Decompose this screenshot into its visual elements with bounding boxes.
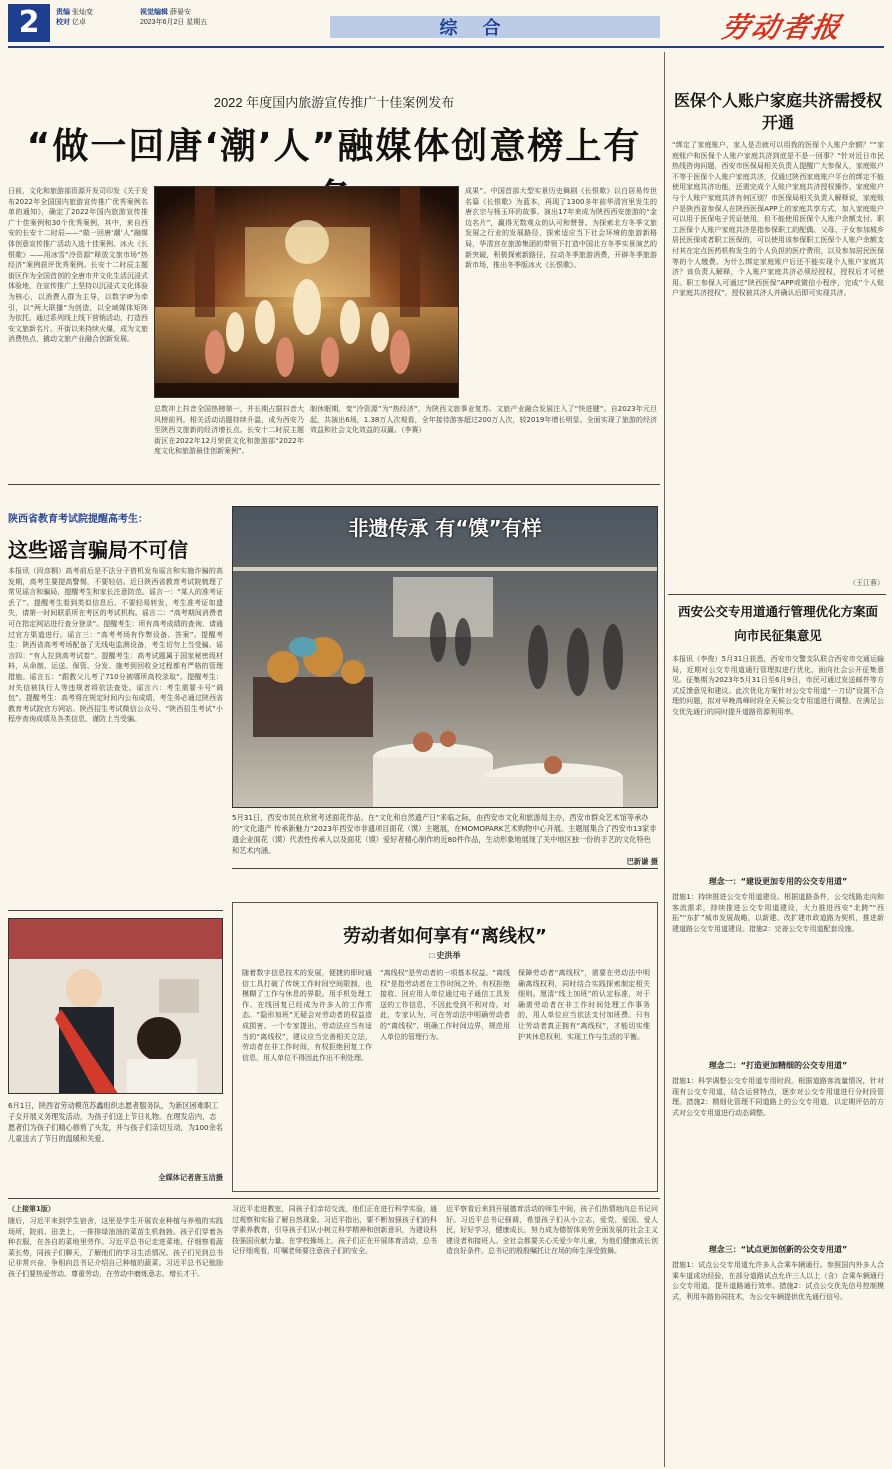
newspaper-logo: 劳动者报	[718, 11, 845, 44]
op-ed-col3: 保障劳动者“离线权”，需要在劳动法中明确离线权利，同时结合实践探索制定相关细则。厘清“线上加班”的认定标准，对于确需劳动者在非工作时间处理工作事务的，用人单位应当依法支付加班费。只有让劳动者真正拥有“离线权”，才能切实维护其休息权利，实现工作与生活的平衡。	[518, 969, 650, 1041]
bus-lane-lead: 本报讯（李俊）5月31日获悉，西安市交警支队联合西安市交通运输局，近期对公交专用道通行管理拟进行优化，面向社会公开征集意见。征集期为2023年5月31日至6月9日，市民可通过发送邮件等方式反馈意见和建议。此次优化方案针对公交专用道“一刀切”设置不合理的问题，拟对早晚高峰时段全天候公交专用道进行调整，在满足公交优先通行的同时提升道路资源利用率。	[672, 655, 884, 716]
heritage-photo	[232, 506, 658, 808]
vision-name: 薛晏安	[169, 9, 191, 16]
section-title: 综 合	[439, 18, 511, 38]
stage-performance-illustration	[155, 187, 459, 398]
lead-headline: “做一回唐‘潮’人”融媒体创意榜上有	[26, 126, 642, 167]
right-top-rule	[668, 594, 886, 595]
bottom-col1: 随后，习近平来到学生宿舍，这里是学生开展农业种植与养殖的实践场所，院前、田垄上，一排排绿油油的菜苗生机勃勃。孩子们穿着各种衣服，在各自的菜地里劳作。习近平总书记走进菜地，仔细察看蔬菜长势，同孩子们聊天，了解他们的学习生活情况。孩子们见到总书记非常兴奋，争相向总书记介绍自己种植的蔬菜。习近平总书记勉励孩子们要热爱劳动、尊重劳动，在劳动中磨炼意志、增长才干。	[8, 1217, 223, 1278]
editor-name: 张灿变	[71, 9, 93, 16]
haircut-photo	[8, 918, 223, 1094]
bus-lane-title: 西安公交专用道通行管理优化方案面向市民征集意见	[677, 604, 878, 643]
medical-insurance-signature: （王江蓉）	[849, 579, 884, 587]
lead-col1: 日前，文化和旅游部资源开发司印发《关于发布2022年全国国内旅游宣传推广优秀案例名单的通知》，确定了2022年国内旅游宣传推广十佳案例和30个优秀案例，其中，来自西安的长安十二时辰——“做一回唐‘潮’人”融媒体创意宣传推广活动入选十佳案例、冰火《长恨歌》——用冰雪“冷资源”释放文旅市场“热经济”案例获评优秀案例。长安十二时辰主题街区作为全国首创的全唐市井文化生活沉浸式体验地，在宣传推广上坚持以沉浸式文化体验为核心，以消费人群为主导，以数字IP为牵引，以“两大联播”为创造，以全域媒体矩阵为依托，通过系列线上线下营销活动，打造西安文旅新名片。开街以来持续火爆，成为文旅消费热点，撬动文旅产业融合创新发展。	[8, 187, 148, 344]
bottom-col3: 近平察看后来到开展德育活动的师生中间，孩子们热情地向总书记问好。习近平总书记强调，希望孩子们从小立志，爱党、爱国、爱人民，好好学习，健康成长，努力成为德智体美劳全面发展的社会主义建设者和接班人。全社会都要关心关爱少年儿童，为他们健康成长创造良好条件。总书记的殷殷嘱托让在场的师生深受鼓舞。	[446, 1205, 658, 1256]
bus-point3-head: 理念三：“试点更加创新的公交专用道”	[708, 1245, 848, 1254]
masthead-rule	[8, 46, 884, 48]
heritage-overlay-title: 非遗传承 有“馍”有样	[348, 516, 542, 540]
lead-photo	[154, 186, 459, 398]
rumor-body: 本报讯（段彦桐）高考前后是不法分子借机发布谣言和实施诈骗的高发期，高考生要提高警惕，不要轻信。近日陕西省教育考试院梳理了常见谣言和骗局，提醒考生和家长注意防范。谣言一：“某人的准考证丢了”。提醒考生看到类似信息后，不要轻易转发，考生准考证如遗失，请第一时间联系所在考区的考试机构。谣言二：“高考期间消费者可在指定网站进行查分登录”。提醒考生：所有高考成绩的查询，请通过官方渠道进行。谣言三：“高考考场有作弊设备、答案”。提醒考生：陕西省高考考场配备了无线电监测设备，考生切勿上当受骗。谣言四：“有人拉到高考试卷”。提醒考生：高考试题属于国家秘密级材料，从命制、运送、保管、分发、施考到回收全过程都有严格的管理措施。谣言五：“跟教父儿考了710分被哪所高校录取”。提醒考生：对失信被执行人等违规者将依法查处。谣言六：考生需要卡号“调包”。提醒考生：高考将在规定时间内公布成绩，考生务必通过陕西省教育考试院官方网站、陕西招生考试微信公众号、“陕西招生考试”小程序查询成绩及各类信息，谨防上当受骗。	[8, 567, 223, 724]
vision-label: 视觉编辑	[140, 9, 168, 16]
op-ed-title: 劳动者如何享有“离线权”	[343, 926, 547, 947]
bus-point2-head: 理念二：“打造更加精细的公交专用道”	[708, 1061, 848, 1070]
op-ed-author: □ 史洪举	[429, 951, 461, 960]
editor-label: 责编	[56, 9, 70, 16]
heritage-bottom-rule	[232, 868, 658, 869]
bottom-story-rule	[8, 1198, 660, 1199]
issue-date: 2023年6月2日 星期五	[140, 19, 208, 26]
vision-credits	[140, 8, 320, 28]
exhibition-hall-illustration	[233, 507, 658, 808]
proof-label: 校对	[56, 19, 70, 26]
heritage-photo-credit: 巴新谦 摄	[626, 857, 658, 866]
jump-note: （上接第1版）	[8, 1205, 55, 1213]
op-ed-col1: 随着数字信息技术的发展，便捷的即时通信工具打破了传统工作时间空间限制，也模糊了工作与休息的界限。用手机处理工作、在线回复已经成为许多人的工作常态。“隐形加班”无疑会对劳动者的权益造成损害。一个专家提出，劳动法应当有适当的“离线权”，建议应当完善相关立法，劳动者在非工作时间，有权拒绝回复工作信息，用人单位不得因此作出不利处理。	[242, 969, 372, 1062]
op-ed-col2: “离线权”是劳动者的一项基本权益。“离线权”是指劳动者在工作时间之外，有权拒绝接收、回应用人单位通过电子通信工具发送的工作信息，不因此受到不利对待。对此，专家认为，可在劳动法中明确劳动者的“离线权”，明确工作时间边界，规范用人单位的管理行为。	[380, 969, 510, 1041]
haircut-credit: 全媒体记者唐玉洁摄	[158, 1173, 223, 1182]
rumor-title: 这些谣言骗局不可信	[8, 538, 188, 562]
lead-col2-top: 成果”。中国首部大型实景历史舞剧《长恨歌》以白居易传世名篇《长恨歌》为蓝本，再现了1300多年前华清宫里发生的唐玄宗与杨玉环的故事。演出17年来成为陕西西安旅游的“金边名片”，赢得无数观众的认可和赞誉。为探索北方冬季文旅发展之行业的发展路径，探索适应当下社会环境的旅游新格局，华清宫在旅游集团的带领下打造中国北方冬季实景演艺的新突破，积极探索新路径，拉动冬季旅游消费，开辟冬季旅游新市场，推出冬季版冰火《长恨歌》。	[465, 187, 657, 270]
lead-col1-bottom: 总数冲上抖音全国热榜第一，并长期占据抖音大风榜前列。相关活动话题持续升温，成为西安乃至陕西文旅新的经济增长点。长安十二时辰主题街区在2022年12月荣获文化和旅游部“2022年度文化和旅游最佳创新案例”。	[154, 405, 304, 456]
bus-point3-body: 措施1：试点公交专用道允许多人合乘车辆通行。参照国内外多人合乘车道成功经验，在部分道路试点允许三人以上（含）合乘车辆通行公交专用道，提升道路通行效率。措施2：试点公交优先信号控制模式，利用车路协同技术，为公交车辆提供优先通行信号。	[672, 1261, 884, 1301]
bus-point2-body: 措施1：科学调整公交专用道专用时段。根据道路客流量情况，针对现有公交专用道，结合运营特点，逐步对公交专用道进行分时段管理。措施2：精细化管理不同道路上的公交专用道，以定期评估的方式对公交专用道进行动态调整。	[672, 1077, 884, 1117]
medical-insurance-title: 医保个人账户家庭共济需授权开通	[673, 91, 882, 132]
haircut-caption: 6月1日，陕西省劳动模范苏鑫组织志愿者服务队，为新区困难职工子女开展义务理发活动，为孩子们送上节日礼物。在理发店内，志愿者们为孩子们精心修剪了头发，并与孩子们亲切互动，为100余名儿童送去了节日的温暖和关爱。	[8, 1101, 223, 1143]
bus-point1-head: 理念一：“建设更加专用的公交专用道”	[708, 877, 848, 886]
bottom-col2: 习近平走进教室，同孩子们亲切交流，他们正在进行科学实验，通过观察和实验了解自然现象。习近平指出，要不断加强孩子们的科学素养教育，引导孩子们从小树立科学精神和创新意识，为建设科技强国贡献力量。在学校操场上，孩子们正在开展体育活动，总书记仔细观看，叮嘱老师要注意孩子们的安全。	[232, 1205, 437, 1256]
page-number: 2	[8, 4, 50, 42]
rumor-bottom-rule	[8, 910, 223, 911]
proof-name: 亿卓	[71, 19, 86, 26]
volunteer-haircut-illustration	[9, 919, 223, 1094]
medical-insurance-body: “绑定了家庭账户，家人是否就可以用我的医保个人账户余额？”“家庭账户和医保个人账户家庭共济到底是不是一回事？”针对近日市民热线咨询问题，西安市医保局相关负责人提醒广大参保人，家庭账户不等于医保个人账户家庭共济，仅通过陕西家庭账户平台的绑定不能使用家庭共济功能，还需完成个人账户家庭共济授权操作。家庭账户与个人账户家庭共济有何区别？市医保局相关负责人解释说，家庭账户是陕西省参保人在陕西医保APP上的家庭共享方式，加入家庭账户可以用于医保电子凭证使用，但不能使用医保个人账户余额支付。职工医保个人账户家庭共济是指参保职工的配偶、父母、子女参加城乡居民医保或者职工医保的，可以使用该参保职工医保个人账户余额支付其在定点医药机构发生的个人负担的医疗费用，以及参加居民医保等的个人缴费。为什么绑定家庭账户后还不能实现个人账户家庭共济？该负责人解释，个人账户家庭共济必须经授权，授权后才可使用。职工参保人可通过“陕西医保”APP或微信小程序，完成“个人账户家庭共济授权”，授权被共济人并确认后即可实现共济。	[672, 141, 884, 298]
op-ed-author-name: 史洪举	[436, 951, 461, 960]
lead-col2-bottom: 制休眠期，变“冷资源”为“热经济”，为陕西文旅事业复苏、文旅产业融合发展注入了“快进键”。自2023年元旦起，共演出6场，1.38万人次观看，全年接待游客超过200万人次，较2019年增长明显。全面实现了旅游的经济效益和社会文化效益的双赢。（李赛）	[310, 405, 657, 435]
bus-point1-body: 措施1：持续推进公交专用道建设。根据道路条件，公交线路走向和客流需求，持续推进公交专用道建设，大力推进西安“北跨”“西拓”“东扩”城市发展战略，以新建、改扩建市政道路为契机，推进新建道路公交专用道建设。措施2：完善公交专用道配套设施。	[672, 893, 884, 933]
right-column-divider	[664, 52, 665, 1467]
heritage-caption: 5月31日，西安市民在欣赏考述面花作品。在“文化和自然遗产日”来临之际，由西安市文化和旅游局主办，西安市群众艺术馆等承办的“文化遗产 传承新魅力”2023年西安市非遗项目面花（馍）主题展，在MOMOPARK艺术购物中心开展。主题展集合了西安市13家非遗企业面花（馍）代表性传承人以及面花（馍）爱好者精心制作的近80件作品，生动形象地展现了关中地区独一份的手艺的文化特色和艺术内涵。	[232, 813, 657, 855]
rumor-kicker: 陕西省教育考试院提醒高考生：	[8, 514, 148, 525]
lead-kicker: 2022 年度国内旅游宣传推广十佳案例发布	[213, 95, 455, 110]
lead-bottom-rule	[8, 484, 660, 485]
